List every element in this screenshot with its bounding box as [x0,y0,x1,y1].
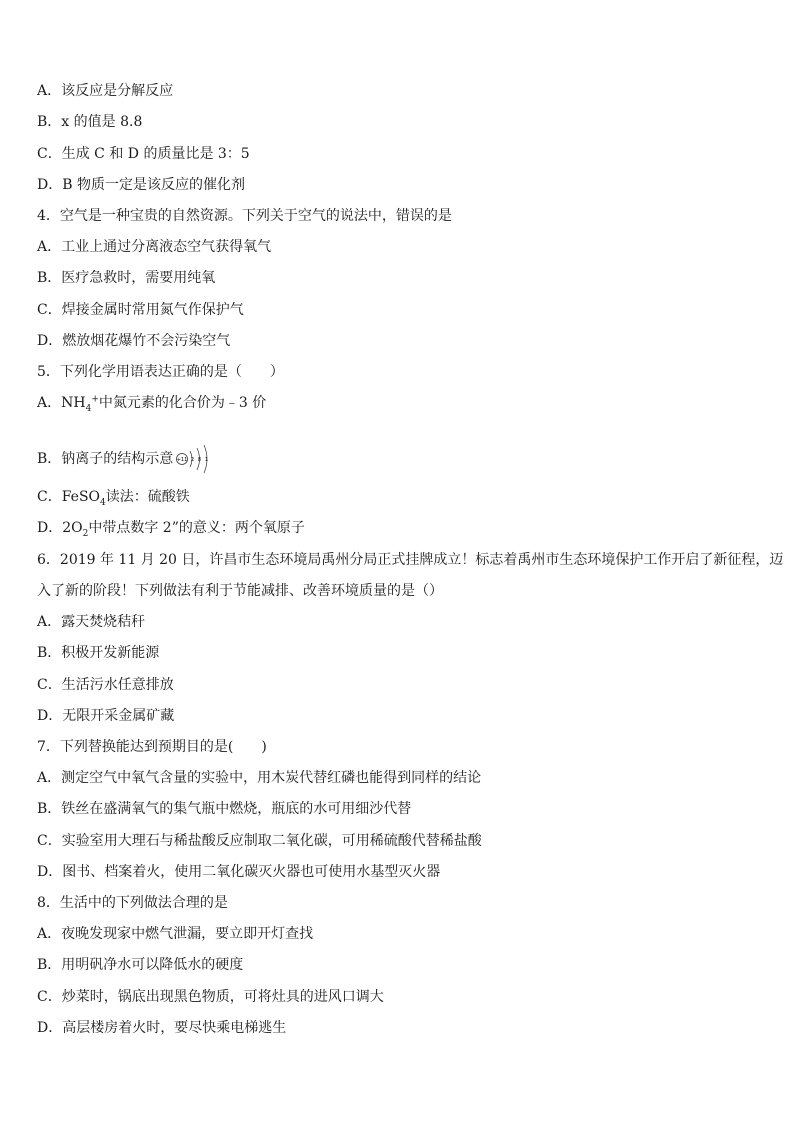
q5-option-d [37,519,305,537]
q6-option-c: C．生活污水任意排放 [37,677,174,693]
q5-option-b [37,441,211,477]
q5-a-prefix: A．NH [37,395,86,411]
q5-option-c [37,488,190,506]
q4-option-d: D．燃放烟花爆竹不会污染空气 [37,333,231,349]
q5-a-superscript: + [91,394,99,405]
q5-a-subscript: 4 [85,403,92,414]
shell-2-count: 8 [198,457,202,463]
q6-option-d: D．无限开采金属矿藏 [37,708,175,724]
q4-option-b: B．医疗急救时，需要用纯氧 [37,270,216,286]
q4-option-c: C．焊接金属时常用氮气作保护气 [37,302,244,318]
q4-option-a: A．工业上通过分离液态空气获得氧气 [37,239,272,255]
q6-stem-line-1: 6．2019 年 11 月 20 日，许昌市生态环境局禹州分局正式挂牌成立！标志着禹州市生态环境保护工作开启了新征程，迈 [37,552,784,568]
q3-option-c: C．生成 C 和 D 的质量比是 3：5 [37,146,250,162]
q6-stem-line-2: 入了新的阶段！下列做法有利于节能减排、改善环境质量的是（） [37,583,443,599]
nucleus-charge: +11 [177,457,188,463]
shell-1-count: 2 [191,457,195,463]
q4-stem: 4．空气是一种宝贵的自然资源。下列关于空气的说法中，错误的是 [37,208,452,224]
q5-d-prefix: D．2O [37,520,83,536]
q5-d-suffix: 中带点数字 2”的意义：两个氧原子 [88,520,305,536]
q5-c-subscript: 4 [100,497,106,508]
q6-option-b: B．积极开发新能源 [37,645,160,661]
q3-option-d: D．B 物质一定是该反应的催化剂 [37,177,245,193]
q3-option-a: A．该反应是分解反应 [37,83,174,99]
sodium-ion-structure-diagram [175,441,211,477]
q7-option-b: B．铁丝在盛满氧气的集气瓶中燃烧，瓶底的水可用细沙代替 [37,801,412,817]
q7-option-a: A．测定空气中氧气含量的实验中，用木炭代替红磷也能得到同样的结论 [37,770,482,786]
q5-b-text: B．钠离子的结构示意 [37,451,174,467]
q3-option-b: B．x 的值是 8.8 [37,114,143,130]
q8-option-b: B．用明矾净水可以降低水的硬度 [37,957,244,973]
q5-c-suffix: 读法：硫酸铁 [105,489,190,505]
q6-option-a: A．露天焚烧秸秆 [37,614,146,630]
q5-stem: 5．下列化学用语表达正确的是（ ） [37,364,284,380]
q7-option-c: C．实验室用大理石与稀盐酸反应制取二氧化碳，可用稀硫酸代替稀盐酸 [37,833,482,849]
q8-stem: 8．生活中的下列做法合理的是 [37,895,228,911]
q7-stem: 7．下列替换能达到预期目的是( ) [37,739,267,755]
q5-option-a [37,394,266,412]
q5-a-suffix: 中氮元素的化合价为﹣3 价 [98,395,267,411]
q8-option-a: A．夜晚发现家中燃气泄漏，要立即开灯查找 [37,926,314,942]
q7-option-d: D．图书、档案着火，使用二氧化碳灭火器也可使用水基型灭火器 [37,864,441,880]
q8-option-c: C．炒菜时，锅底出现黑色物质，可将灶具的进风口调大 [37,989,384,1005]
q5-c-prefix: C．FeSO [37,489,101,505]
q8-option-d: D．高层楼房着火时，要尽快乘电梯逃生 [37,1020,287,1036]
shell-3-count: 1 [205,457,209,463]
q5-d-subscript: 2 [82,528,89,539]
